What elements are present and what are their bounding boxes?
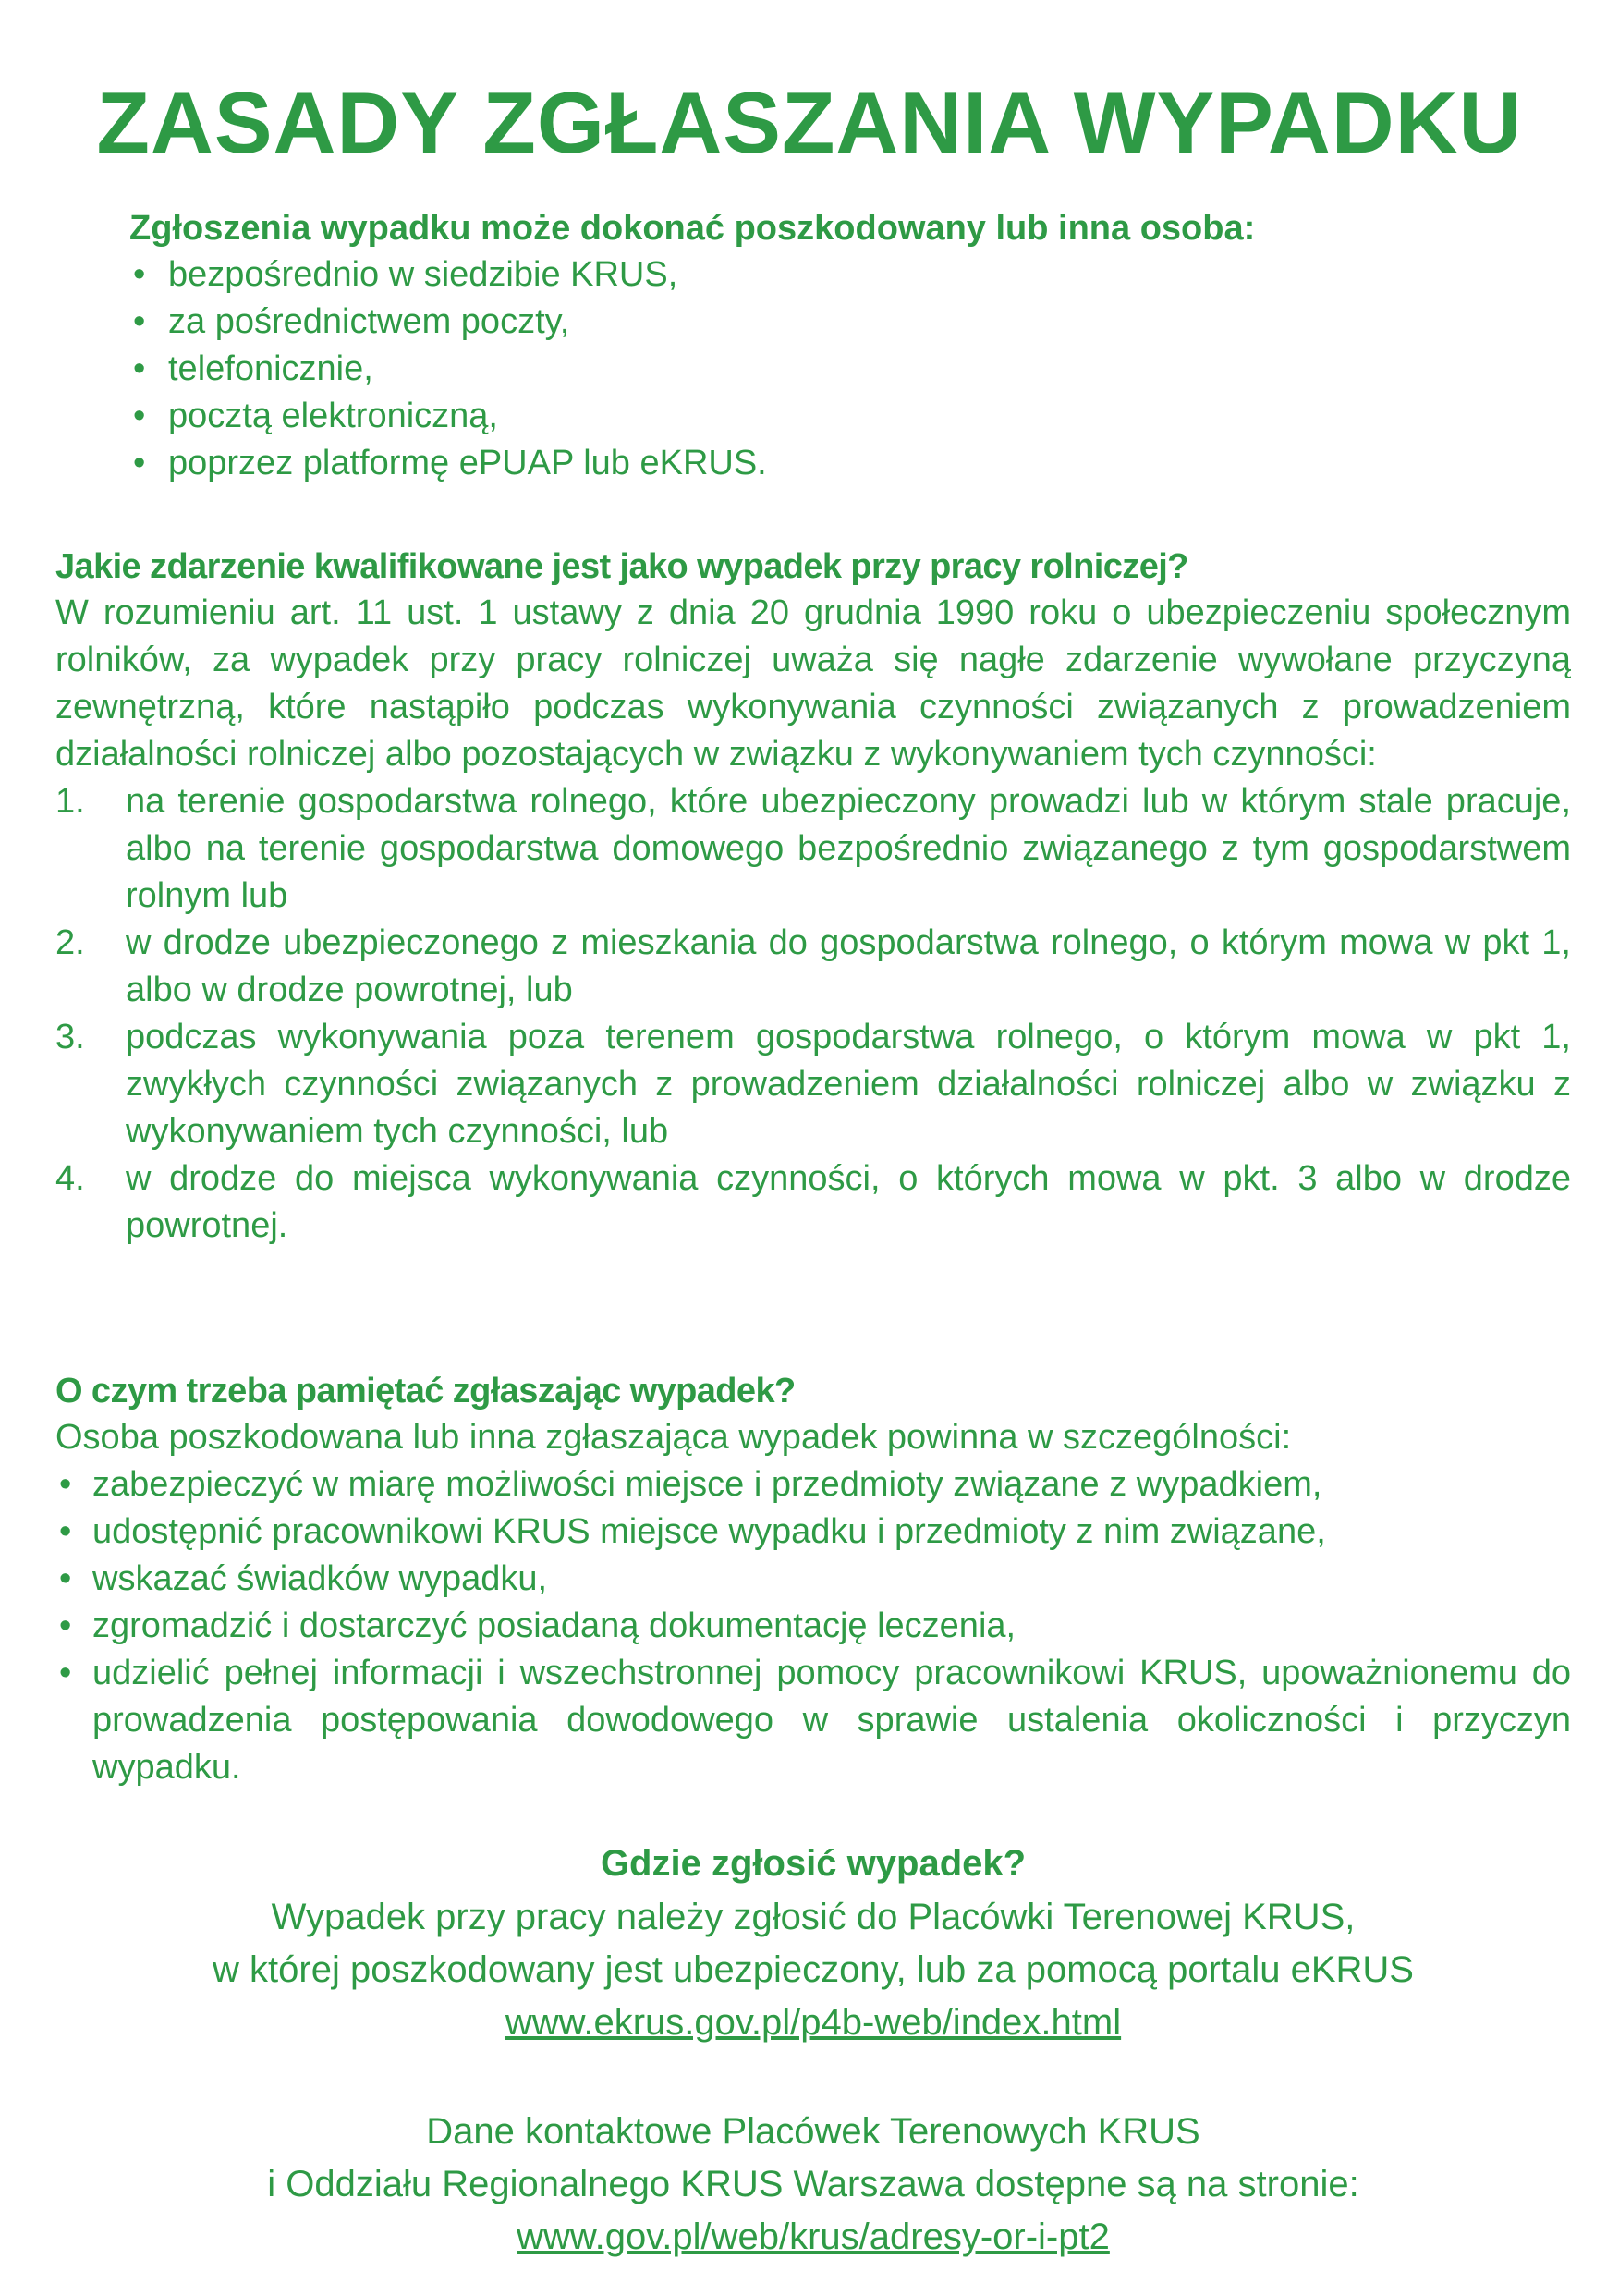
list-item: 4. w drodze do miejsca wykonywania czynności, o których mowa w pkt. 3 albo w drodze powrotnej. xyxy=(55,1155,1571,1250)
list-number: 2. xyxy=(55,923,85,962)
page-title: ZASADY ZGŁASZANIA WYPADKU xyxy=(96,74,1523,171)
ekrus-link-row xyxy=(55,1997,1571,2049)
bullet-icon: • xyxy=(59,1654,72,1692)
what-to-remember-intro: Osoba poszkodowana lub inna zgłaszająca wypadek powinna w szczególności: xyxy=(55,1418,1292,1457)
bullet-icon: • xyxy=(59,1512,72,1551)
list-item: • telefonicznie, xyxy=(129,346,1516,393)
ekrus-portal-link[interactable]: www.ekrus.gov.pl/p4b-web/index.html xyxy=(505,2002,1122,2043)
where-to-report-line-2: w której poszkodowany jest ubezpieczony, lub za pomocą portalu eKRUS xyxy=(213,1949,1414,1990)
list-item: 3. podczas wykonywania poza terenem gospodarstwa rolnego, o którym mowa w pkt 1, zwykłych czynności związanych z prowadzeniem działalności rolniczej albo w związku z wykonywaniem tych czynności, lub xyxy=(55,1014,1571,1155)
spacer xyxy=(55,2049,1571,2106)
bullet-icon: • xyxy=(59,1465,72,1504)
bullet-icon: • xyxy=(59,1559,72,1598)
accident-definition-heading: Jakie zdarzenie kwalifikowane jest jako wypadek przy pracy rolniczej? xyxy=(55,547,1188,586)
list-number: 1. xyxy=(55,782,85,821)
what-to-remember-heading: O czym trzeba pamiętać zgłaszając wypadek? xyxy=(55,1372,796,1411)
bullet-icon: • xyxy=(133,255,146,294)
list-item: • udzielić pełnej informacji i wszechstronnej pomocy pracownikowi KRUS, upoważnionemu do prowadzenia postępowania dowodowego w sprawie ustalenia okoliczności i przyczyn wypadku. xyxy=(55,1650,1571,1791)
where-to-report-line-1: Wypadek przy pracy należy zgłosić do Placówki Terenowej KRUS, xyxy=(271,1897,1356,1937)
bullet-icon: • xyxy=(133,349,146,388)
list-item: • bezpośrednio w siedzibie KRUS, xyxy=(129,251,1516,299)
list-item: • wskazać świadków wypadku, xyxy=(55,1556,1571,1603)
bullet-icon: • xyxy=(59,1606,72,1645)
list-item: 1. na terenie gospodarstwa rolnego, które ubezpieczony prowadzi lub w którym stale pracuje, albo na terenie gospodarstwa domowego bezpośrednio związanego z tym gospodarstwem rolnym lub xyxy=(55,778,1571,920)
who-can-report-section xyxy=(129,205,1516,487)
where-to-report-heading: Gdzie zgłosić wypadek? xyxy=(600,1843,1027,1884)
list-item: • poprzez platformę ePUAP lub eKRUS. xyxy=(129,440,1516,487)
accident-definition-section xyxy=(55,543,1571,1250)
list-number: 3. xyxy=(55,1018,85,1056)
contact-info-line-1: Dane kontaktowe Placówek Terenowych KRUS xyxy=(426,2111,1200,2152)
bullet-icon: • xyxy=(133,302,146,341)
list-item: • udostępnić pracownikowi KRUS miejsce wypadku i przedmioty z nim związane, xyxy=(55,1508,1571,1556)
what-to-remember-section xyxy=(55,1368,1571,1791)
accident-definition-intro: W rozumieniu art. 11 ust. 1 ustawy z dnia 20 grudnia 1990 roku o ubezpieczeniu społecznym rolników, za wypadek przy pracy rolniczej uważa się nagłe zdarzenie wywołane przyczyną zewnętrzną, które nastąpiło podczas wykonywania czynności związanych z prowadzeniem działalności rolniczej albo pozostających w związku z wykonywaniem tych czynności: xyxy=(55,593,1571,774)
list-item: • zabezpieczyć w miarę możliwości miejsce i przedmioty związane z wypadkiem, xyxy=(55,1461,1571,1508)
list-item: • za pośrednictwem poczty, xyxy=(129,299,1516,346)
list-item: • zgromadzić i dostarczyć posiadaną dokumentację leczenia, xyxy=(55,1603,1571,1650)
list-item: 2. w drodze ubezpieczonego z mieszkania do gospodarstwa rolnego, o którym mowa w pkt 1, albo w drodze powrotnej, lub xyxy=(55,920,1571,1014)
contact-info-line-2: i Oddziału Regionalnego KRUS Warszawa dostępne są na stronie: xyxy=(267,2164,1359,2204)
where-to-report-section xyxy=(55,1839,1571,2264)
accident-conditions-list xyxy=(55,778,1571,1250)
bullet-icon: • xyxy=(133,444,146,482)
bullet-icon: • xyxy=(133,397,146,435)
addresses-link-row xyxy=(55,2211,1571,2264)
krus-addresses-link[interactable]: www.gov.pl/web/krus/adresy-or-i-pt2 xyxy=(517,2217,1110,2257)
who-can-report-heading: Zgłoszenia wypadku może dokonać poszkodowany lub inna osoba: xyxy=(129,209,1256,248)
duties-list xyxy=(55,1461,1571,1791)
list-item: • pocztą elektroniczną, xyxy=(129,393,1516,440)
list-number: 4. xyxy=(55,1159,85,1198)
report-methods-list xyxy=(129,251,1516,487)
